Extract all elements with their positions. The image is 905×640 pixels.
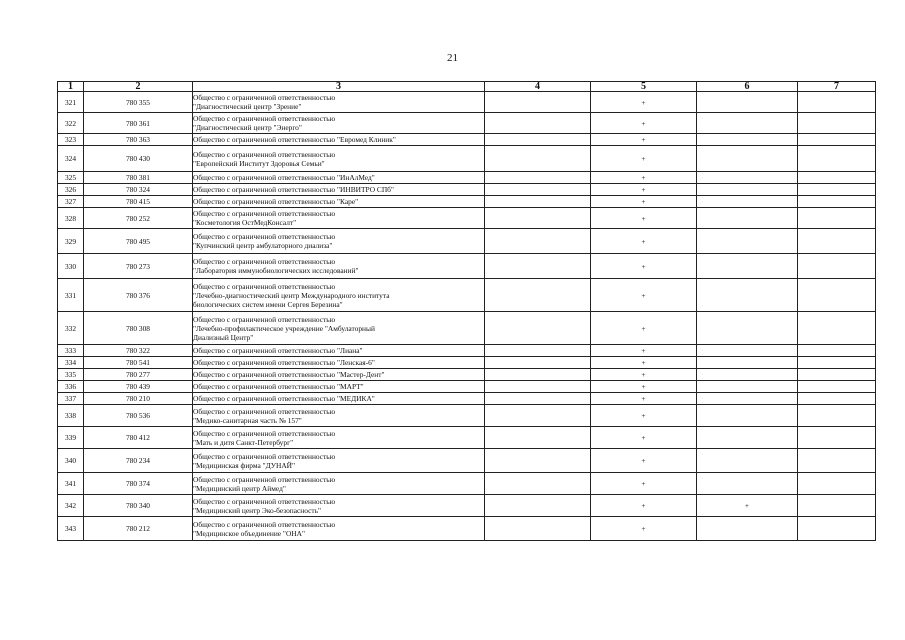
cell-col-5: + [591,427,697,449]
column-header: 7 [798,82,876,92]
cell-col-5: + [591,196,697,208]
registry-code: 780 277 [84,369,193,381]
cell-col-5: + [591,312,697,345]
row-number: 333 [58,345,84,357]
registry-code: 780 273 [84,254,193,279]
cell-col-5: + [591,517,697,541]
cell-col-7 [798,449,876,473]
cell-col-6 [697,369,798,381]
organization-name: Общество с ограниченной ответственностью "Лечебно-профилактическое учреждение "Амбулаторный Диализный Центр" [193,312,485,345]
organization-name: Общество с ограниченной ответственностью "Европейский Институт Здоровья Семьи" [193,146,485,172]
organization-name: Общество с ограниченной ответственностью "Медико-санитарная часть № 157" [193,405,485,427]
cell-col-7 [798,208,876,229]
cell-col-7 [798,134,876,146]
cell-col-5: + [591,146,697,172]
table-row [58,405,876,427]
registry-code: 780 308 [84,312,193,345]
cell-col-6 [697,134,798,146]
organization-name: Общество с ограниченной ответственностью "Каре" [193,196,485,208]
cell-col-5: + [591,369,697,381]
registry-code: 780 381 [84,172,193,184]
cell-col-6 [697,357,798,369]
cell-col-7 [798,495,876,517]
cell-col-7 [798,172,876,184]
registry-code: 780 361 [84,113,193,134]
table-row [58,113,876,134]
table-row [58,495,876,517]
table-row [58,172,876,184]
organization-name: Общество с ограниченной ответственностью "Лиана" [193,345,485,357]
organization-name: Общество с ограниченной ответственностью "Мать и дитя Санкт-Петербург" [193,427,485,449]
cell-col-6 [697,473,798,495]
cell-col-4 [485,208,591,229]
table-row [58,369,876,381]
table-row [58,229,876,254]
cell-col-4 [485,312,591,345]
cell-col-6 [697,254,798,279]
cell-col-7 [798,229,876,254]
registry-code: 780 252 [84,208,193,229]
cell-col-6 [697,92,798,113]
cell-col-7 [798,369,876,381]
row-number: 328 [58,208,84,229]
cell-col-4 [485,495,591,517]
cell-col-7 [798,405,876,427]
registry-code: 780 363 [84,134,193,146]
cell-col-4 [485,134,591,146]
cell-col-6 [697,113,798,134]
organization-name: Общество с ограниченной ответственностью "Лаборатория иммунобиологических исследований" [193,254,485,279]
cell-col-4 [485,449,591,473]
table-row [58,449,876,473]
row-number: 321 [58,92,84,113]
cell-col-6 [697,279,798,312]
cell-col-5: + [591,279,697,312]
cell-col-6 [697,449,798,473]
row-number: 329 [58,229,84,254]
column-header: 2 [84,82,193,92]
table-row [58,345,876,357]
cell-col-7 [798,517,876,541]
table-row [58,184,876,196]
cell-col-4 [485,393,591,405]
row-number: 330 [58,254,84,279]
cell-col-7 [798,113,876,134]
table-row [58,381,876,393]
organization-name: Общество с ограниченной ответственностью "ИНВИТРО СПб" [193,184,485,196]
cell-col-7 [798,196,876,208]
registry-code: 780 415 [84,196,193,208]
cell-col-6: + [697,495,798,517]
header-row [58,82,876,92]
row-number: 336 [58,381,84,393]
organization-name: Общество с ограниченной ответственностью "МЕДИКА" [193,393,485,405]
registry-code: 780 541 [84,357,193,369]
row-number: 327 [58,196,84,208]
table-row [58,146,876,172]
cell-col-6 [697,184,798,196]
row-number: 337 [58,393,84,405]
cell-col-4 [485,279,591,312]
registry-code: 780 340 [84,495,193,517]
cell-col-5: + [591,393,697,405]
organization-name: Общество с ограниченной ответственностью "ИнАлМед" [193,172,485,184]
row-number: 339 [58,427,84,449]
cell-col-6 [697,208,798,229]
column-header: 3 [193,82,485,92]
registry-code: 780 376 [84,279,193,312]
cell-col-5: + [591,381,697,393]
organization-name: Общество с ограниченной ответственностью "Купчинский центр амбулаторного диализа" [193,229,485,254]
cell-col-6 [697,312,798,345]
cell-col-6 [697,427,798,449]
registry-code: 780 322 [84,345,193,357]
cell-col-7 [798,254,876,279]
cell-col-5: + [591,473,697,495]
page-number: 21 [447,52,458,64]
row-number: 338 [58,405,84,427]
cell-col-7 [798,393,876,405]
cell-col-7 [798,357,876,369]
cell-col-6 [697,517,798,541]
cell-col-4 [485,427,591,449]
cell-col-4 [485,92,591,113]
cell-col-6 [697,345,798,357]
cell-col-5: + [591,405,697,427]
cell-col-4 [485,172,591,184]
cell-col-7 [798,184,876,196]
cell-col-4 [485,381,591,393]
registry-code: 780 234 [84,449,193,473]
table-row [58,134,876,146]
cell-col-5: + [591,229,697,254]
organization-name: Общество с ограниченной ответственностью "Косметология ОстМедКонсалт" [193,208,485,229]
organization-name: Общество с ограниченной ответственностью "Диагностический центр "Зрение" [193,92,485,113]
row-number: 322 [58,113,84,134]
cell-col-5: + [591,254,697,279]
table-row [58,427,876,449]
cell-col-5: + [591,172,697,184]
cell-col-6 [697,146,798,172]
registry-code: 780 430 [84,146,193,172]
cell-col-7 [798,345,876,357]
cell-col-5: + [591,495,697,517]
cell-col-7 [798,279,876,312]
table-row [58,254,876,279]
registry-code: 780 439 [84,381,193,393]
row-number: 335 [58,369,84,381]
cell-col-4 [485,405,591,427]
row-number: 324 [58,146,84,172]
cell-col-5: + [591,113,697,134]
cell-col-4 [485,146,591,172]
cell-col-4 [485,357,591,369]
cell-col-5: + [591,357,697,369]
registry-code: 780 495 [84,229,193,254]
row-number: 334 [58,357,84,369]
cell-col-4 [485,345,591,357]
cell-col-4 [485,473,591,495]
registry-code: 780 536 [84,405,193,427]
cell-col-5: + [591,92,697,113]
row-number: 332 [58,312,84,345]
table-row [58,517,876,541]
registry-code: 780 412 [84,427,193,449]
table-row [58,279,876,312]
registry-code: 780 324 [84,184,193,196]
organization-name: Общество с ограниченной ответственностью "Медицинский центр Аймед" [193,473,485,495]
cell-col-5: + [591,345,697,357]
cell-col-6 [697,405,798,427]
cell-col-4 [485,517,591,541]
table-row [58,196,876,208]
organization-name: Общество с ограниченной ответственностью "Лечебно-диагностический центр Международного института биологических систем имени Сергея Березина" [193,279,485,312]
row-number: 331 [58,279,84,312]
cell-col-6 [697,172,798,184]
organization-name: Общество с ограниченной ответственностью "Евромед Клиник" [193,134,485,146]
cell-col-7 [798,473,876,495]
organization-name: Общество с ограниченной ответственностью "МАРТ" [193,381,485,393]
row-number: 341 [58,473,84,495]
cell-col-6 [697,381,798,393]
cell-col-7 [798,92,876,113]
column-header: 6 [697,82,798,92]
organization-name: Общество с ограниченной ответственностью "Медицинская фирма "ДУНАЙ" [193,449,485,473]
row-number: 325 [58,172,84,184]
cell-col-4 [485,369,591,381]
cell-col-6 [697,229,798,254]
table-row [58,208,876,229]
cell-col-7 [798,146,876,172]
cell-col-5: + [591,449,697,473]
table-row [58,312,876,345]
registry-code: 780 355 [84,92,193,113]
row-number: 342 [58,495,84,517]
row-number: 343 [58,517,84,541]
cell-col-7 [798,427,876,449]
cell-col-5: + [591,208,697,229]
cell-col-4 [485,254,591,279]
row-number: 326 [58,184,84,196]
cell-col-6 [697,196,798,208]
cell-col-7 [798,312,876,345]
cell-col-4 [485,184,591,196]
organization-name: Общество с ограниченной ответственностью "Мастер-Дент" [193,369,485,381]
row-number: 323 [58,134,84,146]
table-row [58,92,876,113]
cell-col-6 [697,393,798,405]
column-header: 1 [58,82,84,92]
organization-name: Общество с ограниченной ответственностью "Медицинское объединение "ОНА" [193,517,485,541]
cell-col-7 [798,381,876,393]
table-row [58,473,876,495]
cell-col-4 [485,229,591,254]
registry-table [57,81,876,541]
cell-col-4 [485,196,591,208]
registry-code: 780 212 [84,517,193,541]
table-row [58,357,876,369]
organization-name: Общество с ограниченной ответственностью "Диагностический центр "Энерго" [193,113,485,134]
registry-code: 780 210 [84,393,193,405]
table-row [58,393,876,405]
cell-col-5: + [591,184,697,196]
organization-name: Общество с ограниченной ответственностью "Ленская-6" [193,357,485,369]
cell-col-4 [485,113,591,134]
organization-name: Общество с ограниченной ответственностью "Медицинский центр Эко-безопасность" [193,495,485,517]
cell-col-5: + [591,134,697,146]
column-header: 4 [485,82,591,92]
registry-code: 780 374 [84,473,193,495]
column-header: 5 [591,82,697,92]
row-number: 340 [58,449,84,473]
